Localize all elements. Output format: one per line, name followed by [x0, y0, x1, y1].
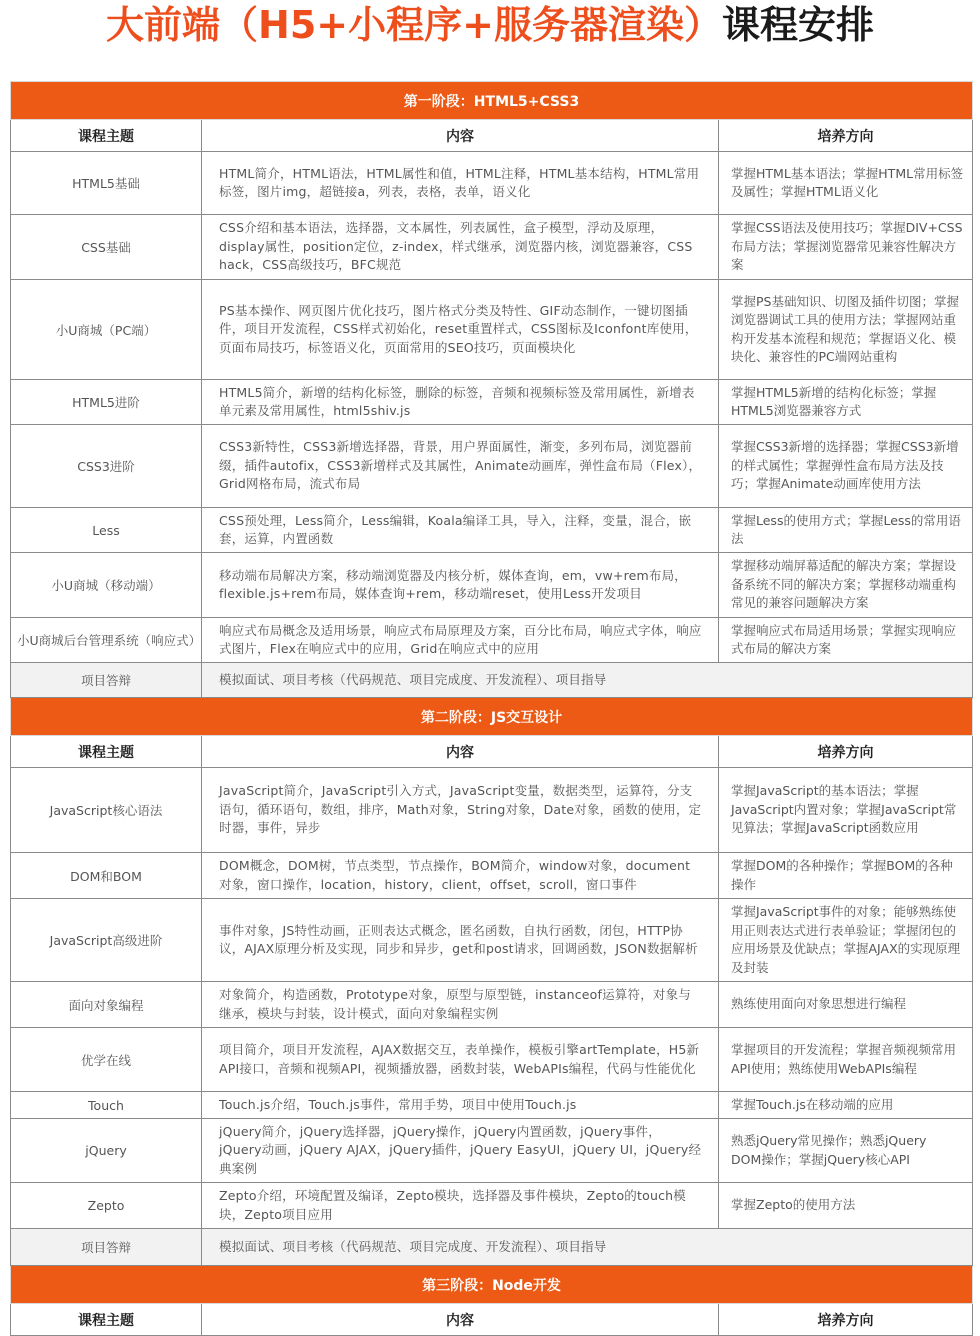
course-direction: 掌握项目的开发流程；掌握音频视频常用API使用；熟练使用WebAPIs编程 [719, 1028, 973, 1092]
course-content: 模拟面试、项目考核（代码规范、项目完成度、开发流程）、项目指导 [202, 1229, 973, 1266]
course-direction: 掌握PS基础知识、切图及插件切图；掌握浏览器调试工具的使用方法；掌握网站重构开发基本流程和规范；掌握语义化、模块化、兼容性的PC端网站重构 [719, 280, 973, 380]
course-topic: 面向对象编程 [11, 982, 202, 1028]
table-row [11, 215, 973, 280]
column-header-topic: 课程主题 [11, 120, 202, 152]
course-direction: 掌握HTML基本语法；掌握HTML常用标签及属性；掌握HTML语义化 [719, 152, 973, 215]
course-direction: 掌握CSS语法及使用技巧；掌握DIV+CSS布局方法；掌握浏览器常见兼容性解决方案 [719, 215, 973, 280]
table-row [11, 853, 973, 899]
page-title [0, 0, 980, 58]
table-row [11, 1183, 973, 1229]
course-direction: 掌握Zepto的使用方法 [719, 1183, 973, 1229]
course-content: Zepto介绍，环境配置及编译，Zepto模块，选择器及事件模块，Zepto的touch模块，Zepto项目应用 [202, 1183, 719, 1229]
project-defense-row [11, 663, 973, 698]
course-content: 项目简介，项目开发流程，AJAX数据交互，表单操作，模板引擎artTemplate，H5新API接口，音频和视频API，视频播放器，函数封装，WebAPIs编程，代码与性能优化 [202, 1028, 719, 1092]
stage-title: 第一阶段：HTML5+CSS3 [11, 82, 973, 120]
table-row [11, 618, 973, 663]
course-content: HTML5简介，新增的结构化标签，删除的标签，音频和视频标签及常用属性，新增表单元素及常用属性，html5shiv.js [202, 380, 719, 425]
project-defense-row [11, 1229, 973, 1266]
column-header-topic: 课程主题 [11, 736, 202, 768]
table-row [11, 899, 973, 982]
table-row [11, 425, 973, 508]
course-topic: CSS3进阶 [11, 425, 202, 508]
course-topic: DOM和BOM [11, 853, 202, 899]
course-topic: 小U商城（移动端） [11, 553, 202, 618]
course-direction: 掌握JavaScript的基本语法；掌握JavaScript内置对象；掌握JavaScript常见算法；掌握JavaScript函数应用 [719, 768, 973, 853]
course-topic: jQuery [11, 1119, 202, 1183]
course-topic: 项目答辩 [11, 663, 202, 698]
table-row [11, 982, 973, 1028]
course-topic: Touch [11, 1092, 202, 1119]
course-direction: 熟悉jQuery常见操作；熟悉jQuery DOM操作；掌握jQuery核心API [719, 1119, 973, 1183]
column-header-direction: 培养方向 [719, 120, 973, 152]
course-topic: JavaScript高级进阶 [11, 899, 202, 982]
course-topic: 小U商城后台管理系统（响应式） [11, 618, 202, 663]
course-content: 事件对象，JS特性动画，正则表达式概念，匿名函数，自执行函数，闭包，HTTP协议，AJAX原理分析及实现，同步和异步，get和post请求，回调函数，JSON数据解析 [202, 899, 719, 982]
course-content: CSS3新特性，CSS3新增选择器，背景，用户界面属性，渐变，多列布局，浏览器前缀，插件autofix，CSS3新增样式及其属性，Animate动画库，弹性盒布局（Flex），Grid网格布局，流式布局 [202, 425, 719, 508]
column-header-content: 内容 [202, 736, 719, 768]
course-topic: HTML5进阶 [11, 380, 202, 425]
stage-header [11, 698, 973, 736]
course-content: CSS预处理，Less简介，Less编辑，Koala编译工具，导入，注释，变量，混合，嵌套，运算，内置函数 [202, 508, 719, 553]
column-header-row [11, 120, 973, 152]
column-header-topic: 课程主题 [11, 1304, 202, 1336]
course-topic: Less [11, 508, 202, 553]
stage-header [11, 1266, 973, 1304]
course-content: Touch.js介绍，Touch.js事件，常用手势，项目中使用Touch.js [202, 1092, 719, 1119]
course-content: 响应式布局概念及适用场景，响应式布局原理及方案，百分比布局，响应式字体，响应式图片，Flex在响应式中的应用，Grid在响应式中的应用 [202, 618, 719, 663]
column-header-content: 内容 [202, 1304, 719, 1336]
course-direction: 熟练使用面向对象思想进行编程 [719, 982, 973, 1028]
table-row [11, 380, 973, 425]
course-content: PS基本操作、网页图片优化技巧，图片格式分类及特性、GIF动态制作，一键切图插件，项目开发流程，CSS样式初始化，reset重置样式，CSS图标及Iconfont库使用，页面布局技巧，标签语义化，页面常用的SEO技巧，页面模块化 [202, 280, 719, 380]
table-row [11, 508, 973, 553]
table-row [11, 152, 973, 215]
column-header-row [11, 1304, 973, 1336]
course-direction: 掌握Touch.js在移动端的应用 [719, 1092, 973, 1119]
course-content: DOM概念，DOM树，节点类型，节点操作，BOM简介，window对象，document对象，窗口操作，location，history，client，offset，scroll，窗口事件 [202, 853, 719, 899]
course-content: 移动端布局解决方案，移动端浏览器及内核分析，媒体查询，em，vw+rem布局，flexible.js+rem布局，媒体查询+rem，移动端reset，使用Less开发项目 [202, 553, 719, 618]
table-row [11, 1092, 973, 1119]
course-topic: Zepto [11, 1183, 202, 1229]
stage-title: 第二阶段：JS交互设计 [11, 698, 973, 736]
course-direction: 掌握DOM的各种操作；掌握BOM的各种操作 [719, 853, 973, 899]
page-title-main: 大前端（H5+小程序+服务器渲染） [106, 3, 722, 47]
table-row [11, 280, 973, 380]
course-topic: HTML5基础 [11, 152, 202, 215]
course-direction: 掌握HTML5新增的结构化标签；掌握HTML5浏览器兼容方式 [719, 380, 973, 425]
table-row [11, 1028, 973, 1092]
column-header-content: 内容 [202, 120, 719, 152]
page-title-suffix: 课程安排 [721, 3, 874, 47]
course-direction: 掌握响应式布局适用场景；掌握实现响应式布局的解决方案 [719, 618, 973, 663]
column-header-direction: 培养方向 [719, 736, 973, 768]
course-content: jQuery简介，jQuery选择器，jQuery操作，jQuery内置函数，jQuery事件，jQuery动画，jQuery AJAX，jQuery插件，jQuery EasyUI，jQuery UI，jQuery经典案例 [202, 1119, 719, 1183]
course-table [10, 81, 973, 1336]
course-direction: 掌握Less的使用方式；掌握Less的常用语法 [719, 508, 973, 553]
course-topic: JavaScript核心语法 [11, 768, 202, 853]
table-row [11, 1119, 973, 1183]
course-topic: 项目答辩 [11, 1229, 202, 1266]
course-topic: CSS基础 [11, 215, 202, 280]
table-row [11, 553, 973, 618]
course-topic: 小U商城（PC端） [11, 280, 202, 380]
course-content: HTML简介，HTML语法，HTML属性和值，HTML注释，HTML基本结构，HTML常用标签，图片img，超链接a，列表，表格，表单，语义化 [202, 152, 719, 215]
column-header-direction: 培养方向 [719, 1304, 973, 1336]
course-direction: 掌握CSS3新增的选择器；掌握CSS3新增的样式属性；掌握弹性盒布局方法及技巧；掌握Animate动画库使用方法 [719, 425, 973, 508]
stage-title: 第三阶段：Node开发 [11, 1266, 973, 1304]
course-content: 对象简介，构造函数，Prototype对象，原型与原型链，instanceof运算符，对象与继承，模块与封装，设计模式，面向对象编程实例 [202, 982, 719, 1028]
column-header-row [11, 736, 973, 768]
course-content: CSS介绍和基本语法，选择器，文本属性，列表属性，盒子模型，浮动及原理，display属性，position定位，z-index，样式继承，浏览器内核，浏览器兼容，CSS hack，CSS高级技巧，BFC规范 [202, 215, 719, 280]
stage-header [11, 82, 973, 120]
course-content: 模拟面试、项目考核（代码规范、项目完成度、开发流程）、项目指导 [202, 663, 973, 698]
table-row [11, 768, 973, 853]
course-direction: 掌握JavaScript事件的对象；能够熟练使用正则表达式进行表单验证；掌握闭包的应用场景及优缺点；掌握AJAX的实现原理及封装 [719, 899, 973, 982]
course-content: JavaScript简介，JavaScript引入方式，JavaScript变量，数据类型，运算符，分支语句，循环语句，数组，排序，Math对象，String对象，Date对象，函数的使用，定时器，事件，异步 [202, 768, 719, 853]
course-topic: 优学在线 [11, 1028, 202, 1092]
course-direction: 掌握移动端屏幕适配的解决方案；掌握设备系统不同的解决方案；掌握移动端重构常见的兼容问题解决方案 [719, 553, 973, 618]
